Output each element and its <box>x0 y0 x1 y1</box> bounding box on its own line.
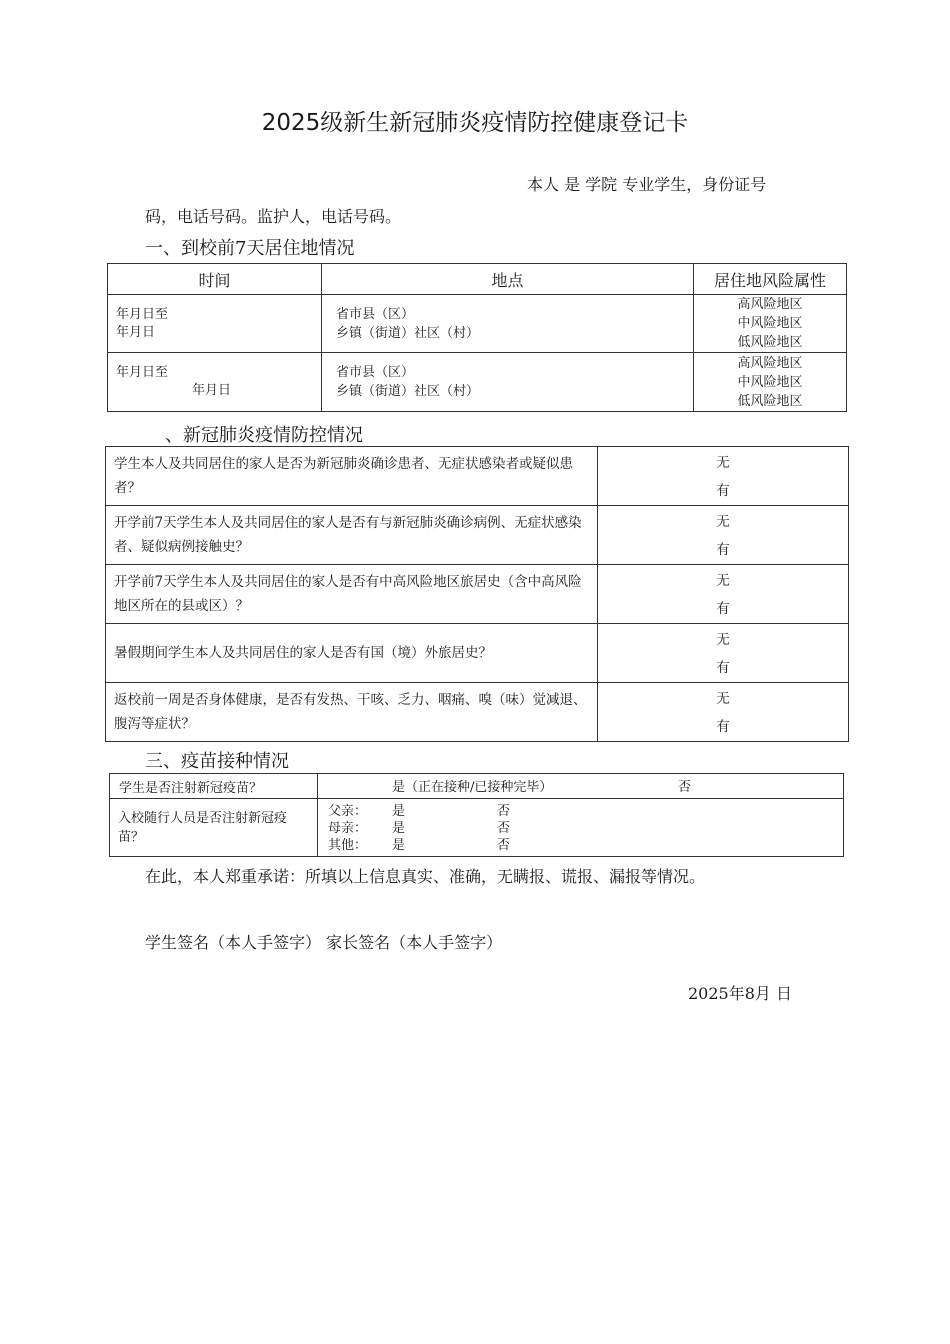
epidemic-table <box>105 446 849 742</box>
date-line[interactable]: 2025年8月 日 <box>688 984 792 1003</box>
option-no[interactable]: 无 <box>716 691 730 707</box>
table-row <box>108 353 847 412</box>
question-text: 学生本人及共同居住的家人是否为新冠肺炎确诊患者、无症状感染者或疑似患者？ <box>106 447 598 506</box>
place-community[interactable]: 乡镇（街道）社区（村） <box>336 325 480 341</box>
student-vaccine-question: 学生是否注射新冠疫苗？ <box>110 774 318 799</box>
member-no[interactable]: 否 <box>497 838 511 853</box>
section-3-heading: 三、疫苗接种情况 <box>145 751 289 772</box>
table-row <box>106 447 849 506</box>
place-county[interactable]: 省市县（区） <box>336 365 415 380</box>
member-yes[interactable]: 是 <box>392 838 406 853</box>
section-2-heading: 、新冠肺炎疫情防控情况 <box>165 425 363 446</box>
place-community[interactable]: 乡镇（街道）社区（村） <box>336 384 480 399</box>
time-start[interactable]: 年月日至 <box>116 306 169 322</box>
header-time: 时间 <box>108 264 322 295</box>
place-county[interactable]: 省市县（区） <box>336 306 415 322</box>
risk-high[interactable]: 高风险地区 <box>737 297 803 312</box>
companion-other <box>328 837 510 854</box>
member-no[interactable]: 否 <box>497 821 511 836</box>
risk-medium[interactable]: 中风险地区 <box>737 316 803 331</box>
table-row <box>106 624 849 683</box>
vaccine-table <box>109 773 844 857</box>
pledge-text: 在此，本人郑重承诺：所填以上信息真实、准确，无瞒报、谎报、漏报等情况。 <box>145 867 706 886</box>
member-no[interactable]: 否 <box>497 804 511 819</box>
member-label: 父亲： <box>328 804 368 819</box>
question-text: 暑假期间学生本人及共同居住的家人是否有国（境）外旅居史？ <box>106 624 598 683</box>
time-start[interactable]: 年月日至 <box>116 365 169 380</box>
risk-high[interactable]: 高风险地区 <box>737 355 803 371</box>
companion-vaccine-question: 入校随行人员是否注射新冠疫苗？ <box>110 799 318 857</box>
member-yes[interactable]: 是 <box>392 821 406 836</box>
table-row <box>110 774 844 799</box>
companion-father <box>328 803 510 820</box>
intro-line-2: 码，电话号码。监护人，电话号码。 <box>145 207 402 226</box>
header-risk: 居住地风险属性 <box>694 264 847 295</box>
table-row <box>106 565 849 624</box>
section-1-heading: 一、到校前7天居住地情况 <box>145 238 355 259</box>
intro-line-1: 本人 是 学院 专业学生，身份证号 <box>527 175 767 194</box>
question-text: 返校前一周是否身体健康，是否有发热、干咳、乏力、咽痛、嗅（味）觉减退、腹泻等症状？ <box>106 683 598 742</box>
signature-line[interactable]: 学生签名（本人手签字） 家长签名（本人手签字） <box>145 933 503 952</box>
table-row <box>108 295 847 353</box>
risk-low[interactable]: 低风险地区 <box>737 393 803 409</box>
student-vaccine-no[interactable]: 否 <box>678 780 692 795</box>
member-label: 其他： <box>328 838 368 853</box>
table-row <box>106 506 849 565</box>
residence-table <box>107 263 847 412</box>
option-yes[interactable]: 有 <box>716 601 730 617</box>
option-no[interactable]: 无 <box>716 573 730 589</box>
student-vaccine-yes[interactable]: 是（正在接种/已接种完毕） <box>392 780 553 795</box>
option-yes[interactable]: 有 <box>716 483 730 499</box>
option-no[interactable]: 无 <box>716 455 730 471</box>
question-text: 开学前7天学生本人及共同居住的家人是否有与新冠肺炎确诊病例、无症状感染者、疑似病例接触史？ <box>106 506 598 565</box>
member-label: 母亲： <box>328 821 368 836</box>
member-yes[interactable]: 是 <box>392 804 406 819</box>
risk-medium[interactable]: 中风险地区 <box>737 374 803 390</box>
option-no[interactable]: 无 <box>716 514 730 530</box>
time-end[interactable]: 年月日 <box>192 383 232 398</box>
option-yes[interactable]: 有 <box>716 542 730 558</box>
table-row <box>106 683 849 742</box>
header-place: 地点 <box>322 264 694 295</box>
time-end[interactable]: 年月日 <box>116 324 156 340</box>
risk-low[interactable]: 低风险地区 <box>737 335 803 350</box>
table-row <box>110 799 844 857</box>
option-no[interactable]: 无 <box>716 632 730 648</box>
option-yes[interactable]: 有 <box>716 719 730 735</box>
question-text: 开学前7天学生本人及共同居住的家人是否有中高风险地区旅居史（含中高风险地区所在的县或区）？ <box>106 565 598 624</box>
companion-mother <box>328 820 510 837</box>
page-title: 2025级新生新冠肺炎疫情防控健康登记卡 <box>261 110 689 136</box>
option-yes[interactable]: 有 <box>716 660 730 676</box>
